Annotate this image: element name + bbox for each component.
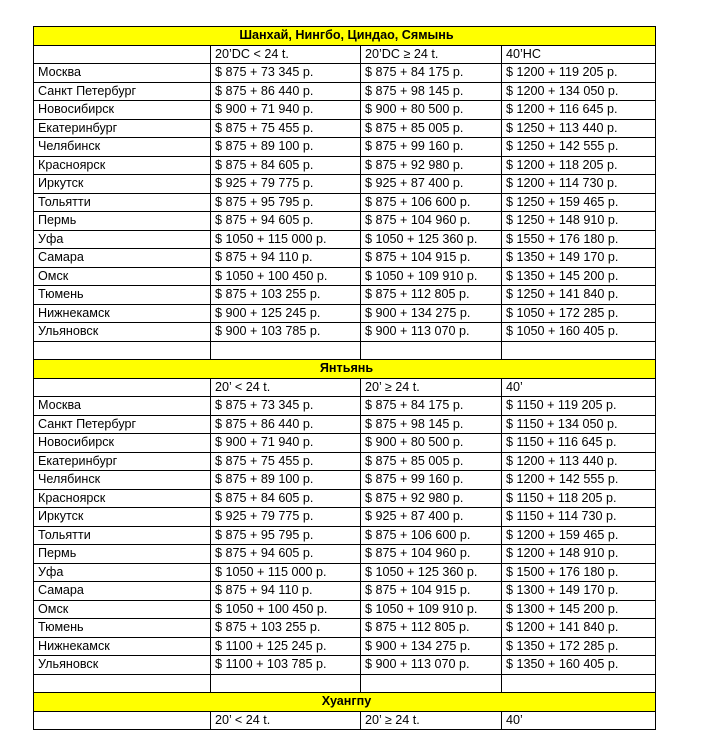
- city-cell: Екатеринбург: [34, 452, 211, 471]
- rate-cell: $ 900 + 103 785 р.: [211, 323, 361, 342]
- rate-cell: $ 1350 + 160 405 р.: [502, 656, 656, 675]
- rate-cell: $ 925 + 87 400 р.: [361, 508, 502, 527]
- blank-cell: [361, 674, 502, 693]
- column-header: 20’DC < 24 t.: [211, 45, 361, 64]
- city-cell: Ульяновск: [34, 656, 211, 675]
- rate-cell: $ 875 + 94 605 р.: [211, 212, 361, 231]
- rate-cell: $ 925 + 79 775 р.: [211, 508, 361, 527]
- column-header: 20’DC ≥ 24 t.: [361, 45, 502, 64]
- rate-cell: $ 875 + 95 795 р.: [211, 193, 361, 212]
- rate-cell: $ 1150 + 118 205 р.: [502, 489, 656, 508]
- city-cell: Тольятти: [34, 193, 211, 212]
- column-header: [34, 45, 211, 64]
- rate-cell: $ 1100 + 125 245 р.: [211, 637, 361, 656]
- rate-cell: $ 875 + 73 345 р.: [211, 64, 361, 83]
- rate-cell: $ 875 + 104 960 р.: [361, 212, 502, 231]
- rate-cell: $ 1250 + 142 555 р.: [502, 138, 656, 157]
- rate-cell: $ 1150 + 134 050 р.: [502, 415, 656, 434]
- column-header: 40’: [502, 711, 656, 730]
- blank-row: [34, 341, 656, 360]
- city-cell: Нижнекамск: [34, 637, 211, 656]
- rate-cell: $ 900 + 113 070 р.: [361, 323, 502, 342]
- column-header-row: [34, 711, 656, 730]
- blank-row: [34, 674, 656, 693]
- rate-cell: $ 875 + 106 600 р.: [361, 526, 502, 545]
- rate-cell: $ 1550 + 176 180 р.: [502, 230, 656, 249]
- rate-cell: $ 1050 + 109 910 р.: [361, 267, 502, 286]
- rate-cell: $ 875 + 104 915 р.: [361, 582, 502, 601]
- column-header: 20’ ≥ 24 t.: [361, 711, 502, 730]
- rate-cell: $ 900 + 134 275 р.: [361, 304, 502, 323]
- rate-cell: $ 875 + 75 455 р.: [211, 119, 361, 138]
- column-header: 40’: [502, 378, 656, 397]
- rate-cell: $ 875 + 106 600 р.: [361, 193, 502, 212]
- rates-table: [33, 26, 656, 730]
- rate-cell: $ 1500 + 176 180 р.: [502, 563, 656, 582]
- rate-cell: $ 875 + 84 605 р.: [211, 156, 361, 175]
- rate-cell: $ 875 + 85 005 р.: [361, 452, 502, 471]
- column-header: [34, 711, 211, 730]
- table-row: [34, 545, 656, 564]
- rate-cell: $ 1200 + 142 555 р.: [502, 471, 656, 490]
- rate-cell: $ 900 + 80 500 р.: [361, 434, 502, 453]
- blank-cell: [502, 674, 656, 693]
- rate-cell: $ 900 + 80 500 р.: [361, 101, 502, 120]
- table-row: [34, 193, 656, 212]
- table-row: [34, 304, 656, 323]
- rate-cell: $ 875 + 84 175 р.: [361, 64, 502, 83]
- blank-cell: [211, 341, 361, 360]
- rate-cell: $ 1350 + 145 200 р.: [502, 267, 656, 286]
- rate-cell: $ 1050 + 109 910 р.: [361, 600, 502, 619]
- city-cell: Пермь: [34, 545, 211, 564]
- table-row: [34, 434, 656, 453]
- table-row: [34, 212, 656, 231]
- city-cell: Уфа: [34, 230, 211, 249]
- city-cell: Санкт Петербург: [34, 82, 211, 101]
- rate-cell: $ 875 + 94 110 р.: [211, 249, 361, 268]
- rate-cell: $ 900 + 134 275 р.: [361, 637, 502, 656]
- rate-cell: $ 1150 + 119 205 р.: [502, 397, 656, 416]
- rate-cell: $ 875 + 92 980 р.: [361, 489, 502, 508]
- rate-cell: $ 1300 + 149 170 р.: [502, 582, 656, 601]
- city-cell: Омск: [34, 267, 211, 286]
- rate-cell: $ 875 + 84 175 р.: [361, 397, 502, 416]
- city-cell: Пермь: [34, 212, 211, 231]
- section-title: Хуангпу: [34, 693, 656, 712]
- rate-cell: $ 875 + 94 110 р.: [211, 582, 361, 601]
- column-header: [34, 378, 211, 397]
- column-header: 20’ < 24 t.: [211, 378, 361, 397]
- rate-cell: $ 875 + 86 440 р.: [211, 415, 361, 434]
- rate-cell: $ 900 + 71 940 р.: [211, 101, 361, 120]
- rate-cell: $ 875 + 104 960 р.: [361, 545, 502, 564]
- rate-cell: $ 1050 + 125 360 р.: [361, 563, 502, 582]
- table-row: [34, 267, 656, 286]
- table-row: [34, 582, 656, 601]
- rate-cell: $ 1200 + 159 465 р.: [502, 526, 656, 545]
- city-cell: Иркутск: [34, 175, 211, 194]
- rate-cell: $ 1250 + 113 440 р.: [502, 119, 656, 138]
- blank-cell: [211, 674, 361, 693]
- table-row: [34, 397, 656, 416]
- rate-cell: $ 875 + 103 255 р.: [211, 286, 361, 305]
- rate-cell: $ 1200 + 134 050 р.: [502, 82, 656, 101]
- table-row: [34, 175, 656, 194]
- city-cell: Тюмень: [34, 286, 211, 305]
- column-header-row: [34, 45, 656, 64]
- table-row: [34, 471, 656, 490]
- table-row: [34, 563, 656, 582]
- city-cell: Красноярск: [34, 156, 211, 175]
- table-row: [34, 489, 656, 508]
- rate-cell: $ 1050 + 125 360 р.: [361, 230, 502, 249]
- city-cell: Уфа: [34, 563, 211, 582]
- rate-cell: $ 875 + 92 980 р.: [361, 156, 502, 175]
- rate-cell: $ 1150 + 114 730 р.: [502, 508, 656, 527]
- table-row: [34, 138, 656, 157]
- city-cell: Красноярск: [34, 489, 211, 508]
- city-cell: Самара: [34, 582, 211, 601]
- table-row: [34, 508, 656, 527]
- rate-cell: $ 1300 + 145 200 р.: [502, 600, 656, 619]
- column-header: 20’ < 24 t.: [211, 711, 361, 730]
- city-cell: Челябинск: [34, 138, 211, 157]
- rate-cell: $ 875 + 98 145 р.: [361, 415, 502, 434]
- rate-cell: $ 1200 + 113 440 р.: [502, 452, 656, 471]
- city-cell: Самара: [34, 249, 211, 268]
- rate-cell: $ 875 + 84 605 р.: [211, 489, 361, 508]
- table-row: [34, 119, 656, 138]
- rate-cell: $ 1250 + 148 910 р.: [502, 212, 656, 231]
- table-row: [34, 64, 656, 83]
- rate-cell: $ 875 + 75 455 р.: [211, 452, 361, 471]
- rate-cell: $ 900 + 113 070 р.: [361, 656, 502, 675]
- city-cell: Омск: [34, 600, 211, 619]
- city-cell: Екатеринбург: [34, 119, 211, 138]
- rate-cell: $ 1200 + 114 730 р.: [502, 175, 656, 194]
- rate-cell: $ 1050 + 100 450 р.: [211, 600, 361, 619]
- city-cell: Новосибирск: [34, 434, 211, 453]
- rate-cell: $ 1200 + 116 645 р.: [502, 101, 656, 120]
- rate-cell: $ 1050 + 115 000 р.: [211, 563, 361, 582]
- blank-cell: [361, 341, 502, 360]
- section-title-row: [34, 27, 656, 46]
- rate-cell: $ 1200 + 148 910 р.: [502, 545, 656, 564]
- table-row: [34, 526, 656, 545]
- rate-cell: $ 875 + 85 005 р.: [361, 119, 502, 138]
- rate-cell: $ 1250 + 159 465 р.: [502, 193, 656, 212]
- table-row: [34, 230, 656, 249]
- rate-cell: $ 875 + 104 915 р.: [361, 249, 502, 268]
- rate-cell: $ 900 + 71 940 р.: [211, 434, 361, 453]
- rate-cell: $ 875 + 89 100 р.: [211, 471, 361, 490]
- column-header-row: [34, 378, 656, 397]
- table-row: [34, 656, 656, 675]
- city-cell: Иркутск: [34, 508, 211, 527]
- table-row: [34, 600, 656, 619]
- section-title: Янтьянь: [34, 360, 656, 379]
- rate-cell: $ 1200 + 118 205 р.: [502, 156, 656, 175]
- rate-cell: $ 925 + 79 775 р.: [211, 175, 361, 194]
- blank-cell: [502, 341, 656, 360]
- city-cell: Тюмень: [34, 619, 211, 638]
- section-title-row: [34, 360, 656, 379]
- rate-cell: $ 1250 + 141 840 р.: [502, 286, 656, 305]
- rate-cell: $ 875 + 99 160 р.: [361, 471, 502, 490]
- section-title: Шанхай, Нингбо, Циндао, Сямынь: [34, 27, 656, 46]
- table-row: [34, 619, 656, 638]
- column-header: 40’HC: [502, 45, 656, 64]
- rate-cell: $ 1100 + 103 785 р.: [211, 656, 361, 675]
- rate-cell: $ 875 + 98 145 р.: [361, 82, 502, 101]
- rate-cell: $ 1050 + 100 450 р.: [211, 267, 361, 286]
- rate-cell: $ 1050 + 160 405 р.: [502, 323, 656, 342]
- rate-cell: $ 1200 + 119 205 р.: [502, 64, 656, 83]
- table-row: [34, 286, 656, 305]
- rate-cell: $ 875 + 99 160 р.: [361, 138, 502, 157]
- blank-cell: [34, 674, 211, 693]
- section-title-row: [34, 693, 656, 712]
- table-row: [34, 249, 656, 268]
- city-cell: Ульяновск: [34, 323, 211, 342]
- rate-cell: $ 1150 + 116 645 р.: [502, 434, 656, 453]
- table-row: [34, 637, 656, 656]
- city-cell: Нижнекамск: [34, 304, 211, 323]
- table-row: [34, 82, 656, 101]
- table-row: [34, 452, 656, 471]
- city-cell: Санкт Петербург: [34, 415, 211, 434]
- rate-cell: $ 1200 + 141 840 р.: [502, 619, 656, 638]
- column-header: 20’ ≥ 24 t.: [361, 378, 502, 397]
- rate-cell: $ 875 + 94 605 р.: [211, 545, 361, 564]
- rate-cell: $ 900 + 125 245 р.: [211, 304, 361, 323]
- rate-cell: $ 875 + 73 345 р.: [211, 397, 361, 416]
- city-cell: Москва: [34, 64, 211, 83]
- table-row: [34, 156, 656, 175]
- rate-cell: $ 875 + 86 440 р.: [211, 82, 361, 101]
- rate-cell: $ 875 + 112 805 р.: [361, 619, 502, 638]
- rate-cell: $ 1350 + 149 170 р.: [502, 249, 656, 268]
- rate-cell: $ 1050 + 172 285 р.: [502, 304, 656, 323]
- city-cell: Тольятти: [34, 526, 211, 545]
- rate-cell: $ 1350 + 172 285 р.: [502, 637, 656, 656]
- city-cell: Москва: [34, 397, 211, 416]
- blank-cell: [34, 341, 211, 360]
- city-cell: Челябинск: [34, 471, 211, 490]
- rate-cell: $ 875 + 112 805 р.: [361, 286, 502, 305]
- rate-cell: $ 875 + 103 255 р.: [211, 619, 361, 638]
- rate-cell: $ 1050 + 115 000 р.: [211, 230, 361, 249]
- rate-cell: $ 875 + 89 100 р.: [211, 138, 361, 157]
- city-cell: Новосибирск: [34, 101, 211, 120]
- table-row: [34, 415, 656, 434]
- rate-cell: $ 925 + 87 400 р.: [361, 175, 502, 194]
- table-row: [34, 101, 656, 120]
- table-row: [34, 323, 656, 342]
- rate-cell: $ 875 + 95 795 р.: [211, 526, 361, 545]
